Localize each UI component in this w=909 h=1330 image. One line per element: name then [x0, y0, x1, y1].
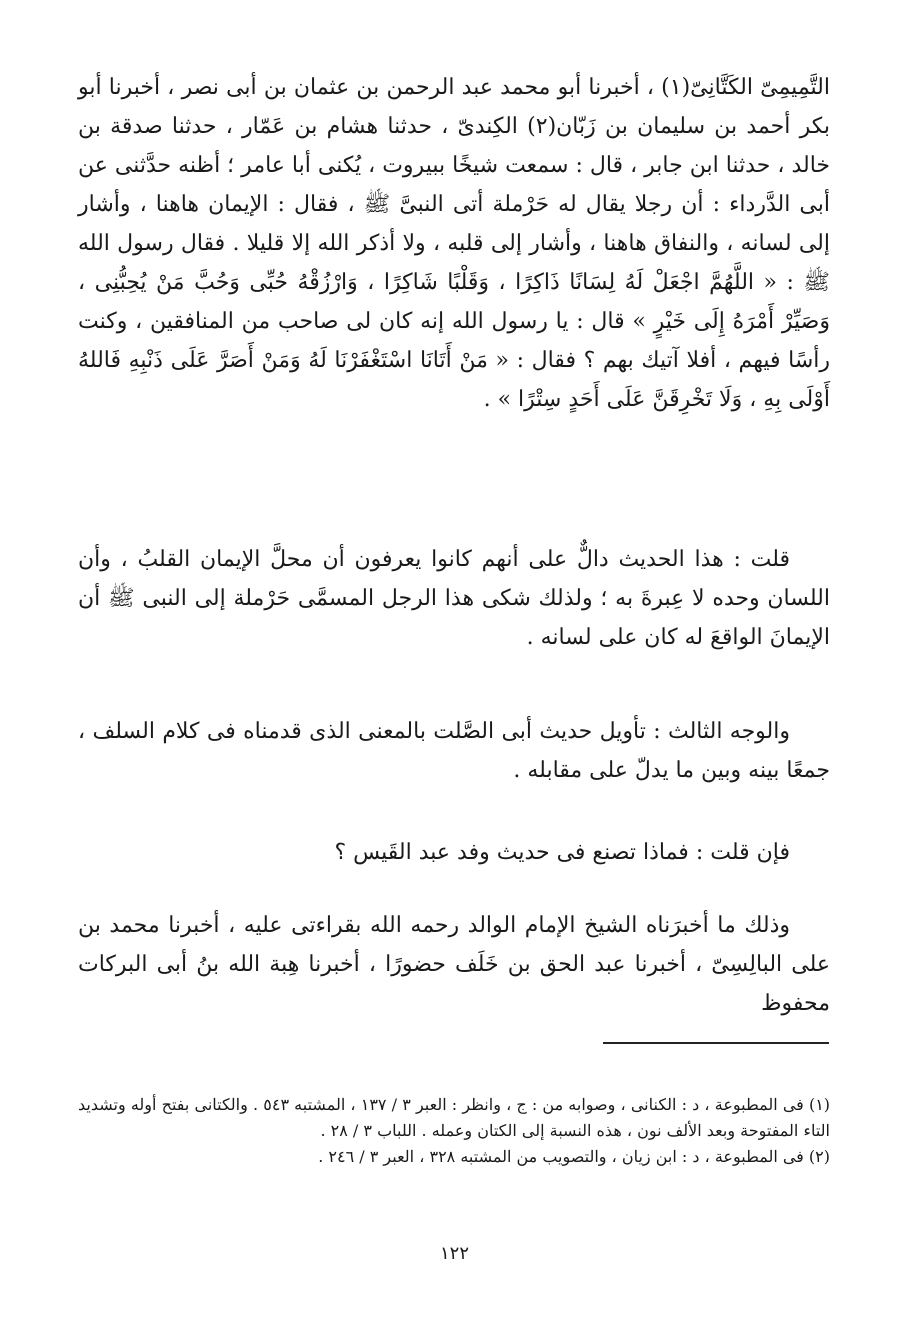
commentary-paragraph: قلت : هذا الحديث دالٌّ على أنهم كانوا يعرفون أن محلَّ الإيمان القلبُ ، وأن اللسان وحده لا عِبرةَ به ؛ ولذلك شكى هذا الرجل المسمَّى حَرْملة إلى النبى ﷺ أن الإيمانَ الواقعَ له كان على لسانه . [78, 547, 830, 650]
narration-paragraph: وذلك ما أخبرَناه الشيخ الإمام الوالد رحمه الله بقراءتى عليه ، أخبرنا محمد بن على البالِسِىّ ، أخبرنا عبد الحق بن خَلَف حضورًا ، أخبرنا هِبة الله بنُ أبى البركات محفوظ [78, 913, 830, 1016]
footnote-separator [603, 1042, 829, 1044]
footnotes [78, 1092, 830, 1170]
page-number: ١٢٢ [439, 1243, 469, 1264]
third-aspect-paragraph: والوجه الثالث : تأويل حديث أبى الصَّلت بالمعنى الذى قدمناه فى كلام السلف ، جمعًا بينه وبين ما يدلّ على مقابله . [78, 719, 830, 783]
question-paragraph: فإن قلت : فماذا تصنع فى حديث وفد عبد القَيس ؟ [334, 840, 790, 865]
hadith-paragraph: التَّمِيمِىّ الكَتَّانِىّ(١) ، أخبرنا أبو محمد عبد الرحمن بن عثمان بن أبى نصر ، أخبرنا أبو بكر أحمد بن سليمان بن زَبّان(٢) الكِندىّ ، حدثنا هشام بن عَمّار ، حدثنا صدقة بن خالد ، حدثنا ابن جابر ، قال : سمعت شيخًا ببيروت ، يُكنى أبا عامر ؛ أظنه حدَّثنى عن أبى الدَّرداء : أن رجلا يقال له حَرْملة أتى النبىَّ ﷺ ، فقال : الإيمان هاهنا ، وأشار إلى لسانه ، والنفاق هاهنا ، وأشار إلى قلبه ، ولا أذكر الله إلا قليلا . فقال رسول الله ﷺ : « اللَّهُمَّ اجْعَلْ لَهُ لِسَانًا ذَاكِرًا ، وَقَلْبًا شَاكِرًا ، وَارْزُقْهُ حُبِّى وَحُبَّ مَنْ يُحِبُّنِى ، وَصَيِّرْ أَمْرَهُ إِلَى خَيْرٍ » قال : يا رسول الله إنه كان لى صاحب من المنافقين ، وكنت رأسًا فيهم ، أفلا آتيك بهم ؟ فقال : « مَنْ أَتَانَا اسْتَغْفَرْنَا لَهُ وَمَنْ أَصَرَّ عَلَى ذَنْبِهِ فَاللهُ أَوْلَى بِهِ ، وَلَا تَخْرِقَنَّ عَلَى أَحَدٍ سِتْرًا » . [78, 75, 830, 412]
footnote-1: (١) فى المطبوعة ، د : الكنانى ، وصوابه من : ج ، وانظر : العبر ٣ / ١٣٧ ، المشتبه ٥٤٣ . والكتانى بفتح أوله وتشديد التاء المفتوحة وبعد الألف نون ، هذه النسبة إلى الكتان وعمله . اللباب ٣ / ٢٨ . [78, 1095, 831, 1140]
footnote-2: (٢) فى المطبوعة ، د : ابن زيان ، والتصويب من المشتبه ٣٢٨ ، العبر ٣ / ٢٤٦ . [318, 1147, 830, 1166]
